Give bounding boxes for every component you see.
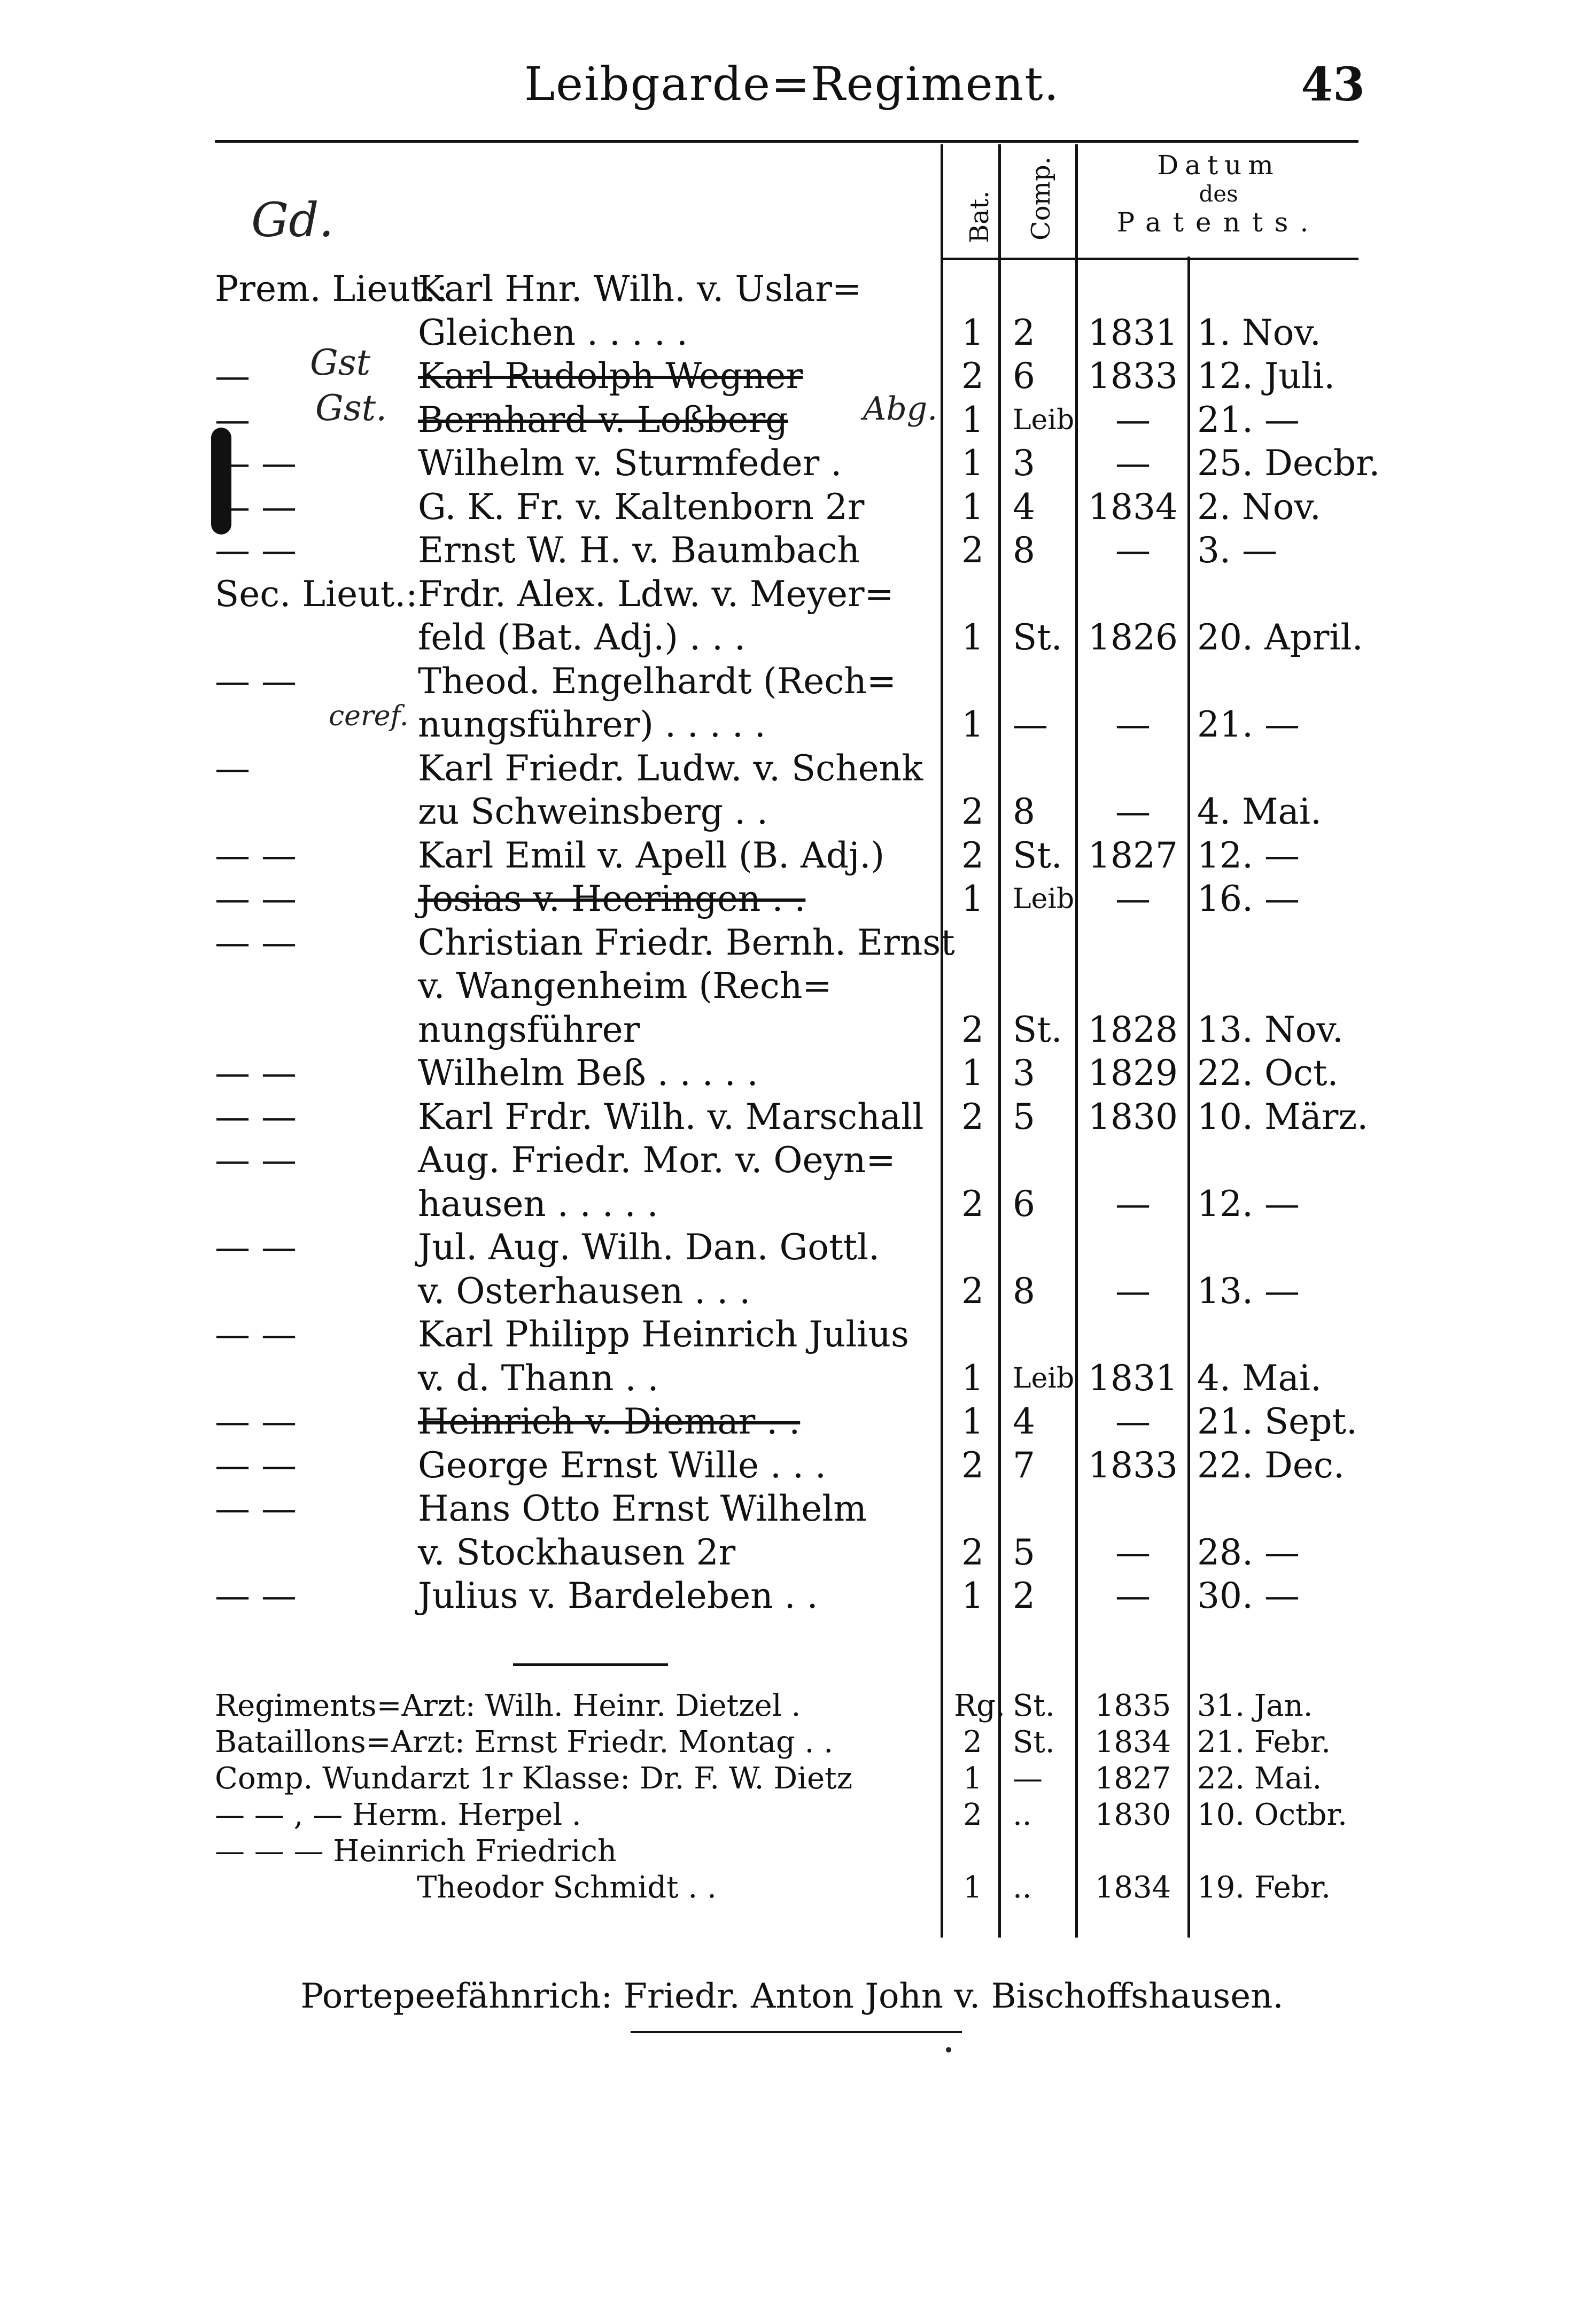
- cell-comp: ..: [1013, 1870, 1032, 1905]
- cell-comp: St.: [1013, 1688, 1055, 1723]
- cell-name: Karl Frdr. Wilh. v. Marschall: [418, 1096, 924, 1137]
- column-header-datum: [1085, 150, 1352, 238]
- cell-bat: 1: [961, 486, 984, 528]
- cell-name: v. Stockhausen 2r: [418, 1531, 736, 1573]
- cell-comp: 8: [1013, 530, 1035, 571]
- page-number: 43: [1301, 58, 1365, 112]
- cell-bat: 1: [963, 1870, 982, 1905]
- cell-name: Karl Hnr. Wilh. v. Uslar=: [418, 268, 862, 309]
- footer-portepee: Portepeefähnrich: Friedr. Anton John v. Bischoffshausen.: [300, 1977, 1284, 2016]
- table-row: [0, 1400, 1584, 1444]
- cell-rank: — —: [215, 486, 297, 528]
- cell-date: 21. —: [1197, 399, 1300, 440]
- footer-dot: [946, 2047, 951, 2052]
- cell-date: 10. Octbr.: [1197, 1798, 1347, 1832]
- cell-year: 1833: [1088, 1444, 1178, 1486]
- table-row: [0, 747, 1584, 791]
- cell-bat: 2: [961, 834, 984, 876]
- medical-label: Bataillons=Arzt: Ernst Friedr. Montag . .: [215, 1725, 834, 1760]
- table-row: [0, 1008, 1584, 1052]
- cell-name: Jul. Aug. Wilh. Dan. Gottl.: [418, 1227, 880, 1268]
- cell-rank: — —: [215, 1227, 297, 1268]
- cell-name: Karl Rudolph Wegner: [418, 355, 803, 397]
- cell-name: Wilhelm v. Sturmfeder .: [418, 443, 842, 484]
- table-row: [0, 572, 1584, 616]
- cell-rank: — —: [215, 1488, 297, 1529]
- cell-date: 22. Oct.: [1197, 1052, 1339, 1094]
- cell-date: 13. —: [1197, 1270, 1300, 1312]
- cell-bat: 1: [961, 878, 984, 919]
- cell-rank: — —: [215, 1444, 297, 1486]
- cell-name: zu Schweinsberg . .: [418, 791, 768, 832]
- medical-label: Regiments=Arzt: Wilh. Heinr. Dietzel .: [215, 1688, 801, 1723]
- cell-name: Theod. Engelhardt (Rech=: [418, 660, 897, 702]
- cell-rank: — —: [215, 443, 297, 484]
- cell-comp: 5: [1013, 1531, 1035, 1573]
- table-row: [0, 398, 1584, 442]
- cell-year: 1831: [1088, 312, 1178, 353]
- cell-bat: 1: [961, 1401, 984, 1442]
- cell-comp: 2: [1013, 312, 1035, 353]
- cell-name: v. Wangenheim (Rech=: [418, 965, 832, 1006]
- table-row: [0, 921, 1584, 965]
- table-row: [0, 311, 1584, 355]
- cell-date: 12. —: [1197, 1183, 1300, 1225]
- section-rule: [513, 1663, 668, 1666]
- cell-name: Julius v. Bardeleben . .: [418, 1575, 818, 1616]
- cell-name: feld (Bat. Adj.) . . .: [418, 617, 746, 658]
- cell-date: 30. —: [1197, 1575, 1300, 1616]
- cell-date: 22. Mai.: [1197, 1761, 1322, 1796]
- table-row: [0, 1531, 1584, 1575]
- cell-comp: 7: [1013, 1444, 1035, 1486]
- cell-bat: 1: [961, 312, 984, 353]
- cell-comp: 4: [1013, 486, 1035, 528]
- table-row: [0, 790, 1584, 834]
- cell-comp: 6: [1013, 355, 1035, 397]
- cell-date: 4. Mai.: [1197, 791, 1322, 832]
- cell-rank: — —: [215, 660, 297, 702]
- medical-label: — — , — Herm. Herpel .: [215, 1798, 581, 1832]
- cell-year: 1826: [1088, 617, 1178, 658]
- cell-name: Aug. Friedr. Mor. v. Oeyn=: [418, 1140, 896, 1181]
- medical-row: [0, 1761, 1584, 1797]
- cell-comp: 8: [1013, 1270, 1035, 1312]
- cell-name: Karl Friedr. Ludw. v. Schenk: [418, 747, 923, 789]
- cell-year: 1830: [1094, 1798, 1171, 1832]
- cell-comp: St.: [1013, 834, 1062, 876]
- cell-date: 2. Nov.: [1197, 486, 1321, 528]
- medical-row: [0, 1688, 1584, 1724]
- cell-year: 1828: [1088, 1009, 1178, 1050]
- cell-year: 1827: [1088, 834, 1178, 876]
- cell-year: 1827: [1094, 1761, 1171, 1796]
- cell-rank: —: [215, 399, 250, 440]
- cell-date: 21. Febr.: [1197, 1725, 1331, 1760]
- datum-line3: Patents.: [1116, 207, 1321, 238]
- cell-comp: 3: [1013, 1052, 1035, 1094]
- header-rule: [215, 140, 1358, 143]
- cell-bat: 1: [961, 617, 984, 658]
- column-header-comp: Comp.: [1026, 156, 1056, 241]
- datum-line2: des: [1199, 181, 1238, 207]
- cell-name: Gleichen . . . . .: [418, 312, 688, 353]
- cell-name: Hans Otto Ernst Wilhelm: [418, 1488, 867, 1529]
- table-row: [0, 485, 1584, 529]
- cell-year: —: [1115, 878, 1151, 919]
- table-row: [0, 1269, 1584, 1313]
- cell-comp: St.: [1013, 1009, 1062, 1050]
- cell-rank: — —: [215, 921, 297, 963]
- cell-year: —: [1115, 1183, 1151, 1225]
- cell-rank: — —: [215, 1140, 297, 1181]
- table-row: [0, 1182, 1584, 1226]
- cell-name: v. Osterhausen . . .: [418, 1270, 751, 1312]
- cell-name: Wilhelm Beß . . . . .: [418, 1052, 758, 1094]
- cell-name: Josias v. Heeringen . .: [418, 878, 806, 919]
- cell-name: Christian Friedr. Bernh. Ernst: [418, 921, 955, 963]
- cell-year: —: [1115, 399, 1151, 440]
- cell-bat: 2: [961, 1270, 984, 1312]
- cell-bat: 2: [961, 355, 984, 397]
- cell-date: 12. Juli.: [1197, 355, 1335, 397]
- cell-bat: 2: [961, 1183, 984, 1225]
- cell-rank: — —: [215, 834, 297, 876]
- cell-comp: —: [1013, 704, 1048, 745]
- cell-date: 3. —: [1197, 530, 1277, 571]
- table-row: [0, 267, 1584, 311]
- cell-name: G. K. Fr. v. Kaltenborn 2r: [418, 486, 865, 528]
- medical-row: [0, 1724, 1584, 1761]
- cell-year: —: [1115, 1531, 1151, 1573]
- cell-year: 1834: [1094, 1725, 1171, 1760]
- cell-comp: Leib: [1013, 404, 1075, 436]
- cell-year: —: [1115, 1401, 1151, 1442]
- cell-bat: 1: [961, 1052, 984, 1094]
- cell-date: 1. Nov.: [1197, 312, 1321, 353]
- cell-date: 28. —: [1197, 1531, 1300, 1573]
- annotation-row2: Gst: [310, 342, 371, 383]
- medical-row: [0, 1833, 1584, 1870]
- cell-name: hausen . . . . .: [418, 1183, 658, 1225]
- table-row: [0, 1226, 1584, 1269]
- cell-year: 1830: [1088, 1096, 1178, 1137]
- cell-bat: 1: [961, 704, 984, 745]
- cell-rank: — —: [215, 1314, 297, 1355]
- column-header-bat: Bat.: [965, 190, 995, 243]
- cell-bat: 1: [961, 1357, 984, 1399]
- medical-row: [0, 1870, 1584, 1906]
- table-row: [0, 1313, 1584, 1357]
- cell-comp: 6: [1013, 1183, 1035, 1225]
- cell-comp: ..: [1013, 1798, 1032, 1832]
- cell-rank: — —: [215, 1052, 297, 1094]
- cell-year: 1834: [1088, 486, 1178, 528]
- medical-label: Comp. Wundarzt 1r Klasse: Dr. F. W. Dietz: [215, 1761, 853, 1796]
- table-row: [0, 660, 1584, 703]
- annotation-sec: ceref.: [329, 700, 409, 732]
- cell-comp: St.: [1013, 1725, 1055, 1760]
- cell-date: 4. Mai.: [1197, 1357, 1322, 1399]
- cell-year: 1829: [1088, 1052, 1178, 1094]
- cell-year: —: [1115, 530, 1151, 571]
- cell-rank: — —: [215, 1575, 297, 1616]
- table-row: [0, 1357, 1584, 1400]
- cell-date: 13. Nov.: [1197, 1009, 1344, 1050]
- cell-rank: Sec. Lieut.:: [215, 573, 418, 615]
- cell-name: Karl Emil v. Apell (B. Adj.): [418, 834, 885, 876]
- cell-year: —: [1115, 1270, 1151, 1312]
- datum-line1: Datum: [1157, 150, 1280, 181]
- cell-bat: 2: [961, 530, 984, 571]
- cell-rank: — —: [215, 1096, 297, 1137]
- cell-comp: 2: [1013, 1575, 1035, 1616]
- cell-name: v. d. Thann . .: [418, 1357, 659, 1399]
- cell-rank: — —: [215, 878, 297, 919]
- cell-bat: 1: [961, 399, 984, 440]
- cell-comp: 8: [1013, 791, 1035, 832]
- cell-rank: — —: [215, 1401, 297, 1442]
- table-row: [0, 616, 1584, 660]
- medical-label: — — — Heinrich Friedrich: [215, 1834, 617, 1869]
- cell-comp: Leib: [1013, 883, 1075, 915]
- cell-year: 1835: [1094, 1688, 1171, 1723]
- cell-date: 16. —: [1197, 878, 1300, 919]
- cell-date: 10. März.: [1197, 1096, 1369, 1137]
- cell-bat: 2: [963, 1798, 982, 1832]
- cell-year: —: [1115, 443, 1151, 484]
- table-row: [0, 964, 1584, 1008]
- cell-bat: 1: [963, 1761, 982, 1796]
- table-row: [0, 441, 1584, 485]
- medical-label: Theodor Schmidt . .: [417, 1870, 717, 1905]
- cell-year: 1833: [1088, 355, 1178, 397]
- cell-comp: St.: [1013, 617, 1062, 658]
- cell-bat: 2: [961, 1531, 984, 1573]
- cell-rank: —: [215, 355, 250, 397]
- cell-comp: 4: [1013, 1401, 1035, 1442]
- cell-comp: Leib: [1013, 1362, 1075, 1395]
- cell-bat: 2: [961, 1444, 984, 1486]
- table-row: [0, 354, 1584, 398]
- cell-bat: Rg.: [954, 1688, 1005, 1723]
- annotation-top: Gd.: [251, 192, 334, 247]
- cell-date: 21. —: [1197, 704, 1300, 745]
- cell-bat: 2: [963, 1725, 982, 1760]
- table-row: [0, 1444, 1584, 1488]
- cell-rank: — —: [215, 530, 297, 571]
- cell-date: 22. Dec.: [1197, 1444, 1345, 1486]
- cell-year: 1831: [1088, 1357, 1178, 1399]
- table-row: [0, 877, 1584, 921]
- cell-comp: —: [1013, 1761, 1043, 1796]
- table-row: [0, 1051, 1584, 1095]
- cell-date: 21. Sept.: [1197, 1401, 1357, 1442]
- table-row: [0, 529, 1584, 572]
- cell-year: —: [1115, 791, 1151, 832]
- cell-name: Bernhard v. Loßberg: [418, 399, 788, 440]
- table-row: [0, 1138, 1584, 1182]
- cell-name: nungsführer) . . . . .: [418, 704, 766, 745]
- cell-rank: Prem. Lieut.:: [215, 268, 448, 309]
- table-row: [0, 703, 1584, 747]
- cell-name: nungsführer: [418, 1009, 640, 1050]
- table-row: [0, 834, 1584, 878]
- cell-date: 20. April.: [1197, 617, 1363, 658]
- cell-comp: 5: [1013, 1096, 1035, 1137]
- cell-comp: 3: [1013, 443, 1035, 484]
- cell-bat: 2: [961, 1096, 984, 1137]
- cell-year: —: [1115, 704, 1151, 745]
- cell-bat: 2: [961, 1009, 984, 1050]
- cell-name: Karl Philipp Heinrich Julius: [418, 1314, 909, 1355]
- cell-year: 1834: [1094, 1870, 1171, 1905]
- table-row: [0, 1487, 1584, 1531]
- cell-bat: 1: [961, 1575, 984, 1616]
- cell-name: Frdr. Alex. Ldw. v. Meyer=: [418, 573, 894, 615]
- annotation-row3-right: Abg.: [863, 390, 938, 428]
- annotation-row3: Gst.: [315, 388, 387, 429]
- cell-date: 19. Febr.: [1197, 1870, 1331, 1905]
- footer-rule: [631, 2031, 962, 2033]
- cell-date: 12. —: [1197, 834, 1300, 876]
- column-header-rule: [943, 258, 1358, 260]
- cell-name: Ernst W. H. v. Baumbach: [418, 530, 860, 571]
- cell-date: 31. Jan.: [1197, 1688, 1313, 1723]
- table-row: [0, 1574, 1584, 1618]
- cell-bat: 2: [961, 791, 984, 832]
- cell-bat: 1: [961, 443, 984, 484]
- cell-name: Heinrich v. Diemar . .: [418, 1401, 801, 1442]
- cell-rank: —: [215, 747, 250, 789]
- page-title: Leibgarde=Regiment.: [524, 58, 1060, 111]
- table-row: [0, 1095, 1584, 1139]
- cell-date: 25. Decbr.: [1197, 443, 1380, 484]
- medical-row: [0, 1797, 1584, 1833]
- cell-year: —: [1115, 1575, 1151, 1616]
- cell-name: George Ernst Wille . . .: [418, 1444, 826, 1486]
